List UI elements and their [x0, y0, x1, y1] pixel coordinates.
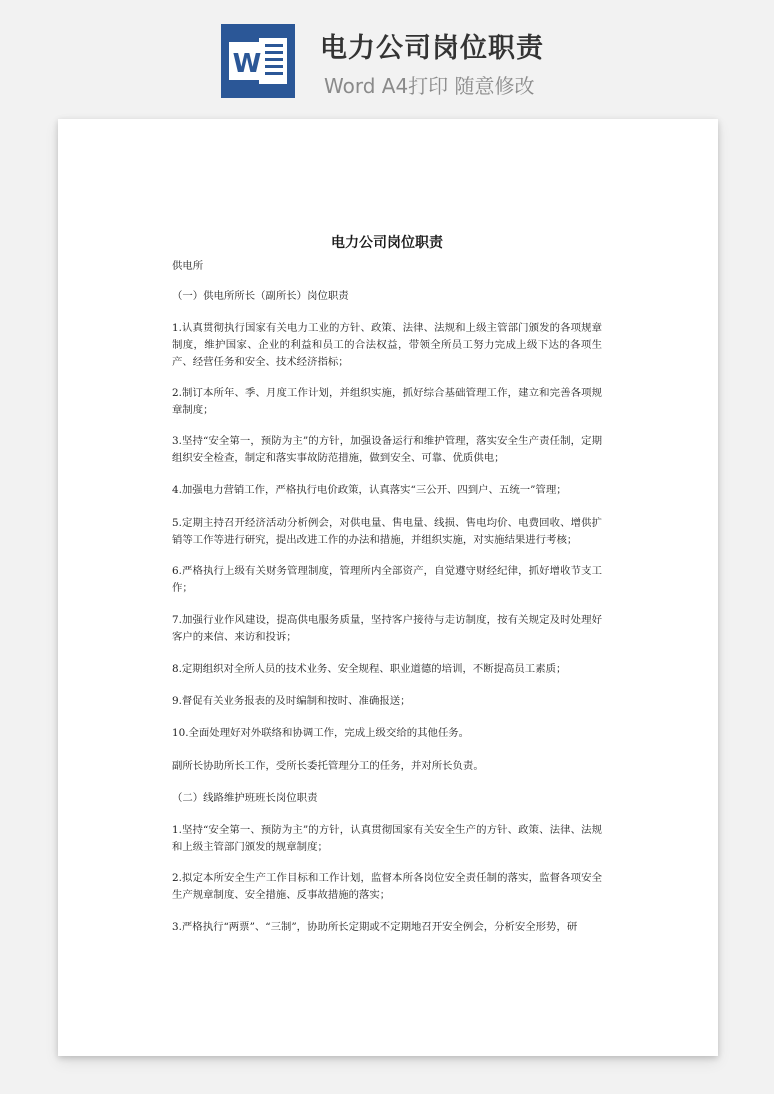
paragraph: 7.加强行业作风建设，提高供电服务质量，坚持客户接待与走访制度，按有关规定及时处理好客户的来信、来访和投诉；	[172, 614, 602, 643]
paragraph: 9.督促有关业务报表的及时编制和按时、准确报送；	[172, 695, 411, 707]
banner-title: 电力公司岗位职责	[320, 33, 544, 64]
section-heading: （二）线路维护班班长岗位职责	[172, 792, 318, 804]
paragraph: 供电所	[172, 260, 204, 272]
banner-subtitle: Word A4打印 随意修改	[324, 74, 535, 98]
paragraph: 4.加强电力营销工作，严格执行电价政策，认真落实“三公开、四到户、五统一”管理；	[172, 484, 567, 496]
header-banner	[0, 0, 774, 112]
document-title: 电力公司岗位职责	[331, 235, 443, 251]
document-page	[58, 119, 718, 1056]
paragraph: 2.拟定本所安全生产工作目标和工作计划，监督本所各岗位安全责任制的落实，监督各项安全生产规章制度、安全措施、反事故措施的落实；	[172, 872, 602, 901]
paragraph: 3.坚持“安全第一，预防为主”的方针，加强设备运行和维护管理，落实安全生产责任制，定期组织安全检查，制定和落实事故防范措施，做到安全、可靠、优质供电；	[172, 435, 602, 464]
paragraph: 1.坚持“安全第一、预防为主”的方针，认真贯彻国家有关安全生产的方针、政策、法律、法规和上级主管部门颁发的规章制度；	[172, 824, 602, 853]
paragraph: 5.定期主持召开经济活动分析例会，对供电量、售电量、线损、售电均价、电费回收、增供扩销等工作等进行研究，提出改进工作的办法和措施，并组织实施，对实施结果进行考核；	[172, 517, 602, 546]
paragraph: 3.严格执行“两票”、“三制”，协助所长定期或不定期地召开安全例会，分析安全形势，研	[172, 921, 578, 933]
paragraph: 2.制订本所年、季、月度工作计划，并组织实施，抓好综合基础管理工作，建立和完善各项规章制度；	[172, 387, 602, 416]
paragraph: 6.严格执行上级有关财务管理制度，管理所内全部资产，自觉遵守财经纪律，抓好增收节支工作；	[172, 565, 602, 594]
paragraph: 副所长协助所长工作，受所长委托管理分工的任务，并对所长负责。	[172, 760, 484, 772]
svg-text:W: W	[232, 49, 262, 79]
paragraph: 1.认真贯彻执行国家有关电力工业的方针、政策、法律、法规和上级主管部门颁发的各项规章制度，维护国家、企业的利益和员工的合法权益，带领全所员工努力完成上级下达的各项生产、经营任务和安全、技术经济指标；	[172, 322, 602, 368]
word-icon	[221, 24, 295, 98]
paragraph: 10.全面处理好对外联络和协调工作，完成上级交给的其他任务。	[172, 727, 470, 739]
section-heading: （一）供电所所长（副所长）岗位职责	[172, 290, 349, 302]
paragraph: 8.定期组织对全所人员的技术业务、安全规程、职业道德的培训，不断提高员工素质；	[172, 663, 567, 675]
